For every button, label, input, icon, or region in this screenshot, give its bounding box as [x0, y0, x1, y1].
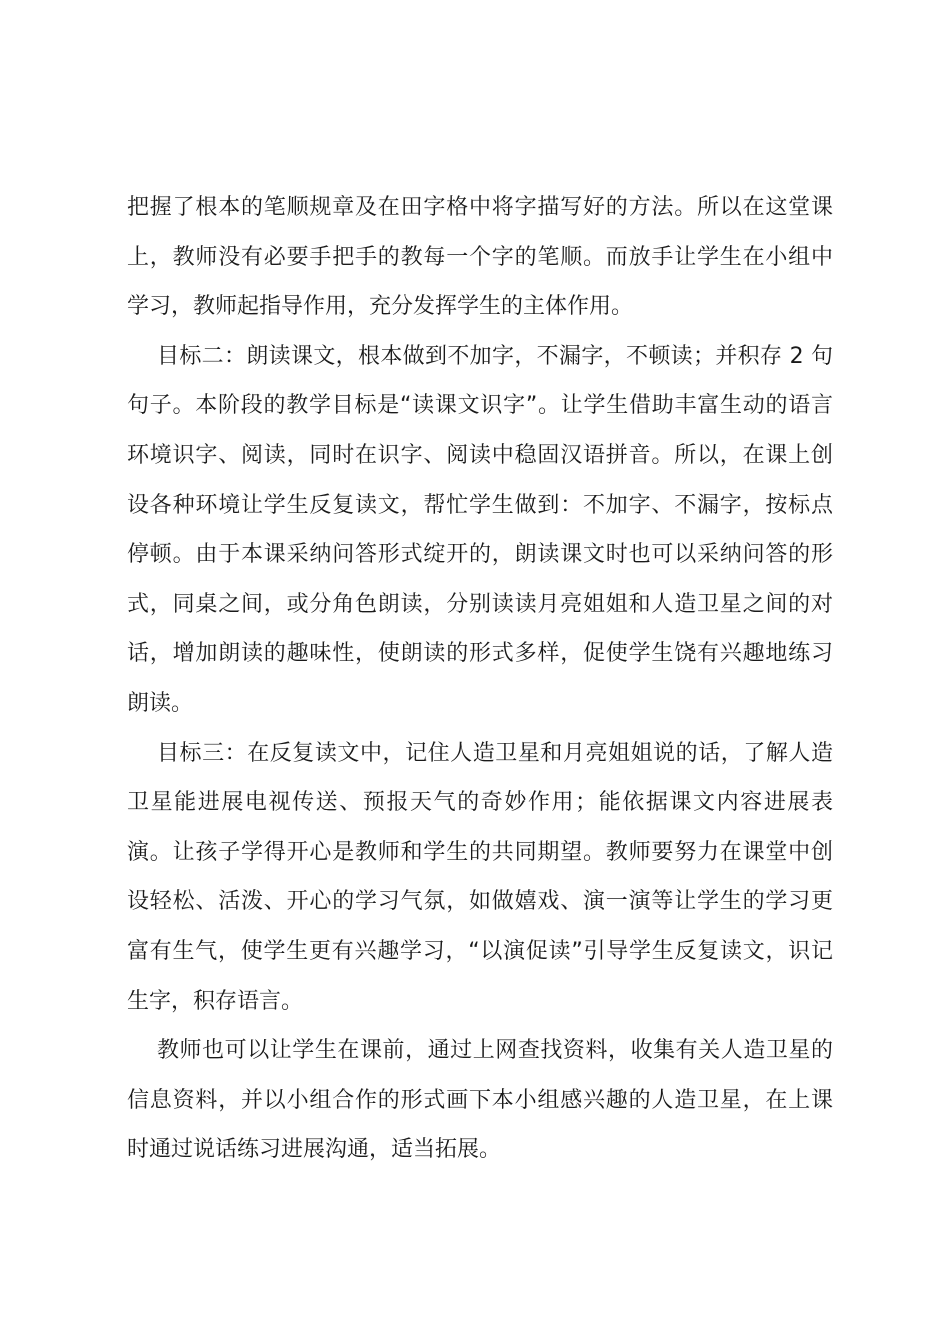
text-line: 设各种环境让学生反复读文，帮忙学生做到：不加字、不漏字，按标点 — [127, 492, 833, 518]
text-line: 式，同桌之间，或分角色朗读，分别读读月亮姐姐和人造卫星之间的对 — [127, 591, 833, 617]
paragraph-extension — [127, 1026, 833, 1175]
paragraph-1 — [127, 183, 833, 332]
text-line: 富有生气，使学生更有兴趣学习，“以演促读”引导学生反复读文，识记 — [127, 938, 833, 964]
text-line: 卫星能进展电视传送、预报天气的奇妙作用；能依据课文内容进展表 — [127, 790, 833, 816]
text-line: 信息资料，并以小组合作的形式画下本小组感兴趣的人造卫星，在上课 — [127, 1087, 833, 1113]
text-line: 演。让孩子学得开心是教师和学生的共同期望。教师要努力在课堂中创 — [127, 839, 833, 865]
text-line: 目标二：朗读课文，根本做到不加字，不漏字，不顿读；并积存 2 句 — [157, 343, 833, 369]
text-line: 停顿。由于本课采纳问答形式绽开的，朗读课文时也可以采纳问答的形 — [127, 542, 833, 568]
text-line: 上，教师没有必要手把手的教每一个字的笔顺。而放手让学生在小组中 — [127, 244, 833, 270]
text-line: 目标三：在反复读文中，记住人造卫星和月亮姐姐说的话，了解人造 — [157, 740, 833, 766]
text-line: 生字，积存语言。 — [127, 988, 304, 1014]
text-line: 句子。本阶段的教学目标是“读课文识字”。让学生借助丰富生动的语言 — [127, 393, 833, 419]
text-line: 话，增加朗读的趣味性，使朗读的形式多样，促使学生饶有兴趣地练习 — [127, 641, 833, 667]
paragraph-goal-two — [127, 332, 833, 729]
text-line: 朗读。 — [127, 690, 194, 716]
paragraph-goal-three — [127, 729, 833, 1027]
text-line: 设轻松、活泼、开心的学习气氛，如做嬉戏、演一演等让学生的学习更 — [127, 889, 833, 915]
text-line: 时通过说话练习进展沟通，适当拓展。 — [127, 1137, 502, 1163]
text-line: 学习，教师起指导作用，充分发挥学生的主体作用。 — [127, 294, 634, 320]
text-line: 环境识字、阅读，同时在识字、阅读中稳固汉语拼音。所以，在课上创 — [127, 442, 833, 468]
text-line: 把握了根本的笔顺规章及在田字格中将字描写好的方法。所以在这堂课 — [127, 195, 833, 220]
text-line: 教师也可以让学生在课前，通过上网查找资料，收集有关人造卫星的 — [157, 1038, 833, 1064]
document-body — [127, 183, 833, 1175]
